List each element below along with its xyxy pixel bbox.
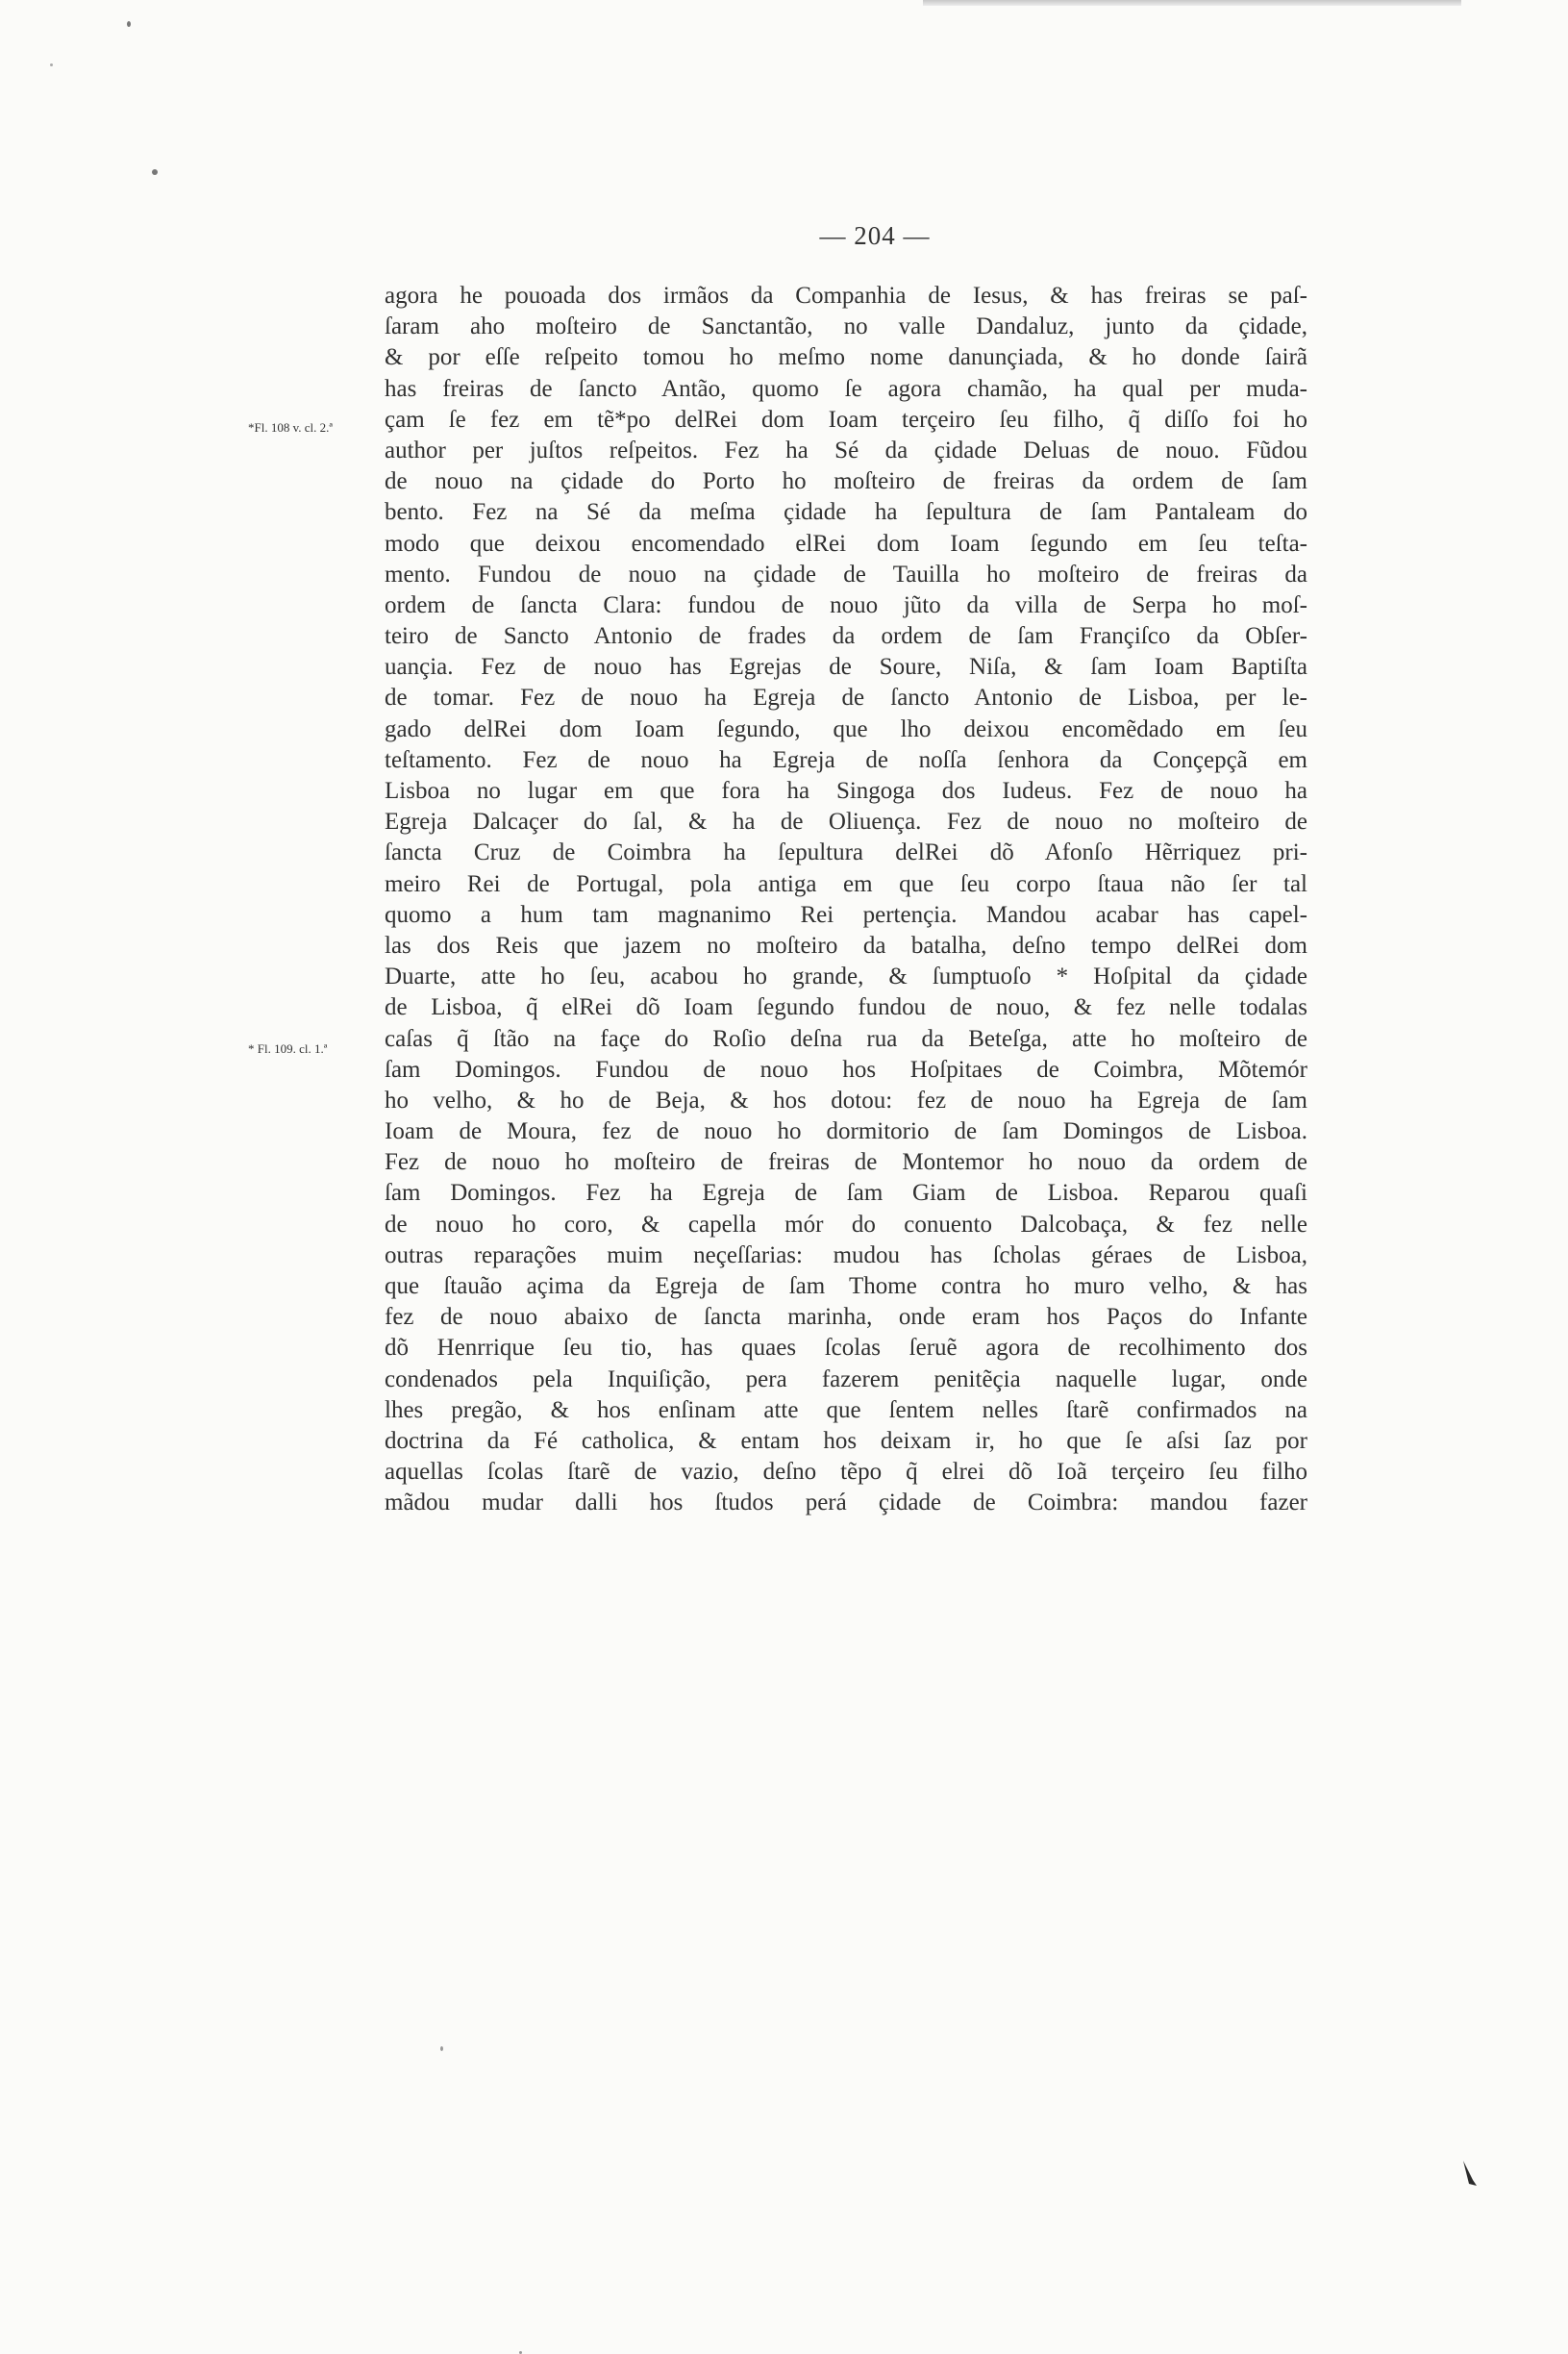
text-line: aquellas ſcolas ſtarẽ de vazio, deſno tẽpo q̃ elrei dõ Ioã terçeiro ſeu filho: [385, 1459, 1307, 1486]
text-line: teiro de Sancto Antonio de frades da ordem de ſam Françiſco da Obſer-: [385, 623, 1307, 650]
page-speck: [152, 169, 158, 175]
text-line: caſas q̃ ſtão na façe do Roſio deſna rua da Beteſga, atte ho moſteiro de: [385, 1025, 1307, 1052]
text-line: mãdou mudar dalli hos ſtudos perá çidade de Coimbra: mandou fazer: [385, 1490, 1307, 1516]
text-line: Egreja Dalcaçer do ſal, & ha de Oliuença. Fez de nouo no moſteiro de: [385, 809, 1307, 836]
text-line: ſam Domingos. Fundou de nouo hos Hoſpitaes de Coimbra, Mõtemór: [385, 1056, 1307, 1083]
text-line: ho velho, & ho de Beja, & hos dotou: fez de nouo ha Egreja de ſam: [385, 1087, 1307, 1114]
page-speck: [440, 2046, 443, 2051]
text-line: ordem de ſancta Clara: fundou de nouo jũto da villa de Serpa ho moſ-: [385, 591, 1307, 618]
body-text: [385, 281, 1307, 1519]
page-speck: [50, 63, 53, 66]
text-line: de nouo na çidade do Porto ho moſteiro de freiras da ordem de ſam: [385, 468, 1307, 495]
text-line: condenados pela Inquiſição, pera fazerem penitẽçia naquelle lugar, onde: [385, 1365, 1307, 1392]
text-line: ſam Domingos. Fez ha Egreja de ſam Giam de Lisboa. Reparou quaſi: [385, 1180, 1307, 1207]
page-number: — 204 —: [819, 221, 931, 250]
text-line: gado delRei dom Ioam ſegundo, que lho deixou encomẽdado em ſeu: [385, 715, 1307, 742]
text-line: de nouo ho coro, & capella mór do conuento Dalcobaça, & fez nelle: [385, 1211, 1307, 1238]
text-line: author per juſtos reſpeitos. Fez ha Sé da çidade Deluas de nouo. Fũdou: [385, 437, 1307, 463]
text-line: teſtamento. Fez de nouo ha Egreja de noſſa ſenhora da Conçepçã em: [385, 746, 1307, 773]
text-line: meiro Rei de Portugal, pola antiga em que ſeu corpo ſtaua não ſer tal: [385, 870, 1307, 897]
text-line: bento. Fez na Sé da meſma çidade ha ſepultura de ſam Pantaleam do: [385, 499, 1307, 526]
text-line: mento. Fundou de nouo na çidade de Tauilla ho moſteiro de freiras da: [385, 561, 1307, 588]
text-line: outras reparações muim neçeſſarias: mudou has ſcholas géraes de Lisboa,: [385, 1241, 1307, 1268]
text-line: & por eſſe reſpeito tomou ho meſmo nome danunçiada, & ho donde ſairã: [385, 344, 1307, 371]
text-line: çam ſe fez em tẽ*po delRei dom Ioam terçeiro ſeu filho, q̃ diſſo foi ho: [385, 406, 1307, 433]
top-edge-shadow: [923, 0, 1461, 6]
text-line: lhes pregão, & hos enſinam atte que ſentem nelles ſtarẽ confirmados na: [385, 1396, 1307, 1423]
text-line: ſancta Cruz de Coimbra ha ſepultura delRei dõ Afonſo Hẽrriquez pri-: [385, 839, 1307, 866]
text-line: las dos Reis que jazem no moſteiro da batalha, deſno tempo delRei dom: [385, 932, 1307, 959]
text-line: doctrina da Fé catholica, & entam hos deixam ir, ho que ſe aſsi ſaz por: [385, 1427, 1307, 1454]
text-line: que ſtauão açima da Egreja de ſam Thome contra ho muro velho, & has: [385, 1273, 1307, 1299]
page-speck: [127, 21, 131, 27]
text-line: Ioam de Moura, fez de nouo ho dormitorio de ſam Domingos de Lisboa.: [385, 1118, 1307, 1145]
text-line: dõ Henrrique ſeu tio, has quaes ſcolas ſeruẽ agora de recolhimento dos: [385, 1335, 1307, 1362]
text-line: Duarte, atte ho ſeu, acabou ho grande, & ſumptuoſo * Hoſpital da çidade: [385, 964, 1307, 990]
text-line: quomo a hum tam magnanimo Rei pertençia. Mandou acabar has capel-: [385, 901, 1307, 928]
margin-note-folio-108: *Fl. 108 v. cl. 2.ª: [248, 420, 333, 435]
text-line: modo que deixou encomendado elRei dom Ioam ſegundo em ſeu teſta-: [385, 530, 1307, 557]
text-line: ſaram aho moſteiro de Sanctantão, no valle Dandaluz, junto da çidade,: [385, 313, 1307, 340]
text-line: fez de nouo abaixo de ſancta marinha, onde eram hos Paços do Infante: [385, 1304, 1307, 1331]
corner-scan-mark: [1461, 2159, 1479, 2188]
text-line: de tomar. Fez de nouo ha Egreja de ſancto Antonio de Lisboa, per le-: [385, 685, 1307, 712]
text-line: has freiras de ſancto Antão, quomo ſe agora chamão, ha qual per muda-: [385, 375, 1307, 402]
text-line: de Lisboa, q̃ elRei dõ Ioam ſegundo fundou de nouo, & fez nelle todalas: [385, 994, 1307, 1021]
margin-note-folio-109: * Fl. 109. cl. 1.ª: [248, 1041, 328, 1056]
text-line: agora he pouoada dos irmãos da Companhia de Iesus, & has freiras se paſ-: [385, 283, 1307, 309]
text-line: Fez de nouo ho moſteiro de freiras de Montemor ho nouo da ordem de: [385, 1149, 1307, 1176]
text-line: Lisboa no lugar em que fora ha Singoga dos Iudeus. Fez de nouo ha: [385, 778, 1307, 804]
text-line: uançia. Fez de nouo has Egrejas de Soure, Niſa, & ſam Ioam Baptiſta: [385, 654, 1307, 681]
